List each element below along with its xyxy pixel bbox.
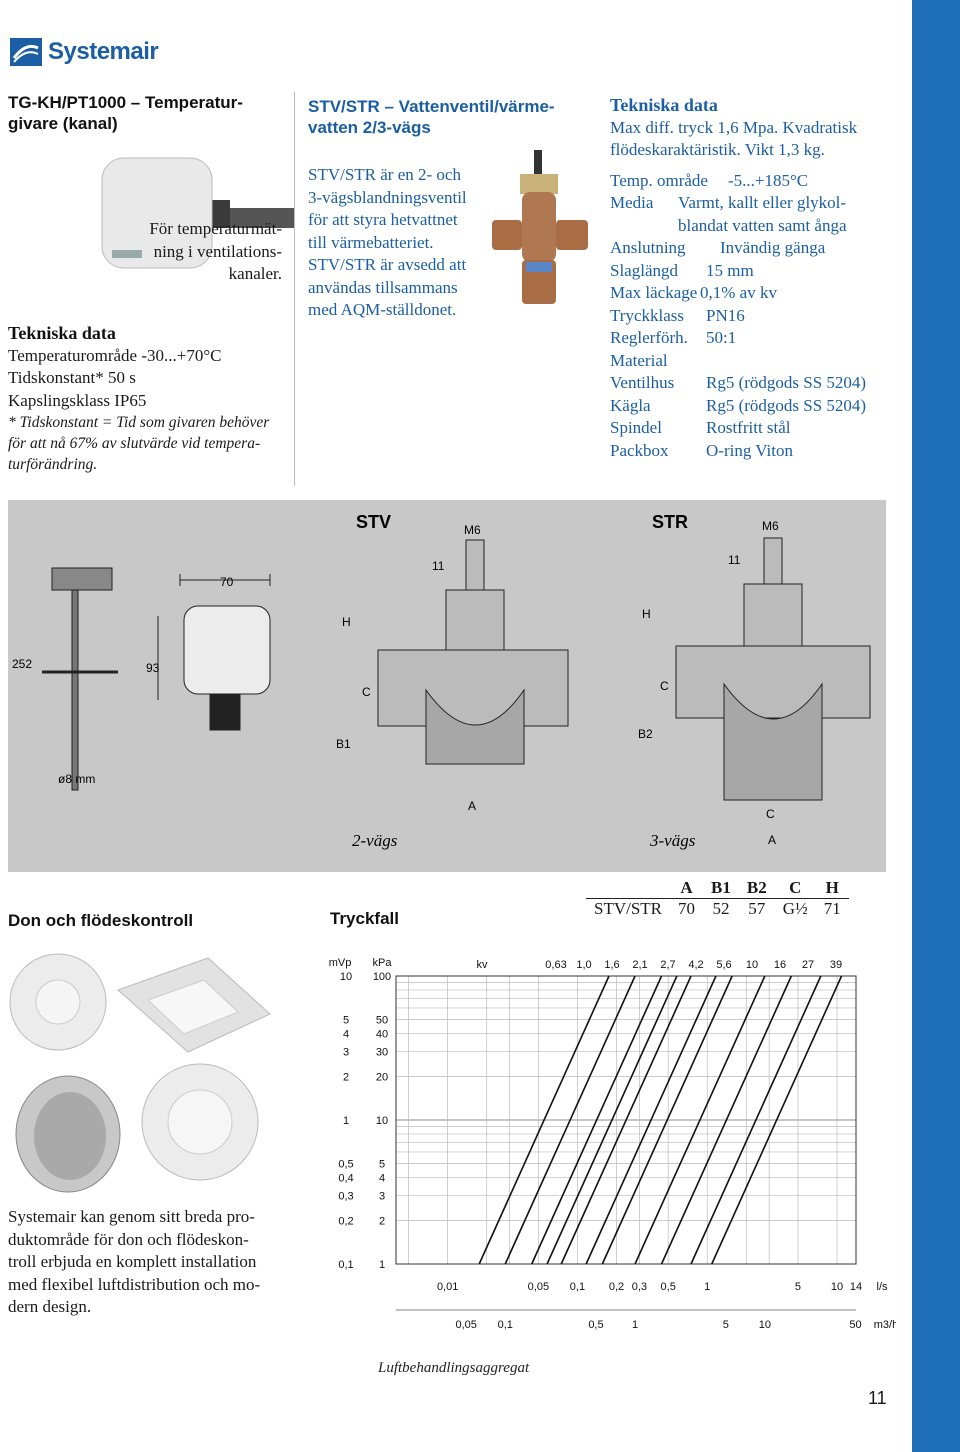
brand-logo: [8, 36, 158, 68]
y-tick-kpa: 100: [372, 971, 392, 983]
kv-tick: 39: [829, 959, 843, 971]
side-stripe: [912, 0, 960, 1452]
systemair-logo-icon: [8, 36, 44, 68]
sensor-caption: För temperaturmät- ning i ventilations- kanaler.: [149, 219, 282, 283]
stv-b1: B1: [336, 737, 351, 751]
y-tick-mvp: 0,3: [338, 1190, 354, 1203]
x-tick-m3h: 10: [758, 1319, 771, 1331]
y-unit-mvp: mVp: [328, 957, 352, 969]
y-tick-mvp: 4: [342, 1028, 350, 1041]
x-tick-ls: 0,2: [608, 1281, 625, 1293]
page-number: 11: [868, 1388, 887, 1408]
y-tick-kpa: 10: [375, 1115, 389, 1127]
x-tick-ls: 0,5: [660, 1281, 676, 1293]
valve-photo: [492, 150, 588, 310]
str-b2: B2: [638, 727, 653, 741]
valve-description: STV/STR är en 2- och 3-vägsblandningsventil för att styra hetvattnet till värmebatteriet. STV/STR är avsedd att användas tillsammans med AQM-ställdonet.: [308, 165, 467, 319]
y-tick-mvp: 1: [342, 1115, 350, 1127]
dims-header: A: [680, 878, 693, 897]
x-tick-m3h: 1: [631, 1319, 639, 1331]
kv-tick: 1,0: [576, 959, 592, 971]
x-tick-ls: 0,1: [569, 1281, 586, 1293]
str-valve-drawing: [676, 538, 870, 800]
y-tick-kpa: 3: [378, 1190, 386, 1203]
kv-tick: 5,6: [716, 959, 732, 971]
stv-c: C: [362, 685, 371, 699]
str-c2: C: [766, 807, 775, 821]
y-tick-mvp: 3: [342, 1046, 350, 1059]
x-unit-m3h: m3/h: [873, 1319, 896, 1331]
dimensions-table-wrap: [586, 878, 849, 919]
y-tick-kpa: 1: [378, 1259, 386, 1271]
sensor-title: TG-KH/PT1000 – Temperatur- givare (kanal): [8, 93, 243, 133]
y-tick-mvp: 0,5: [338, 1158, 354, 1171]
y-tick-kpa: 50: [375, 1014, 389, 1027]
dim-70: 70: [220, 575, 234, 589]
y-tick-kpa: 20: [375, 1071, 389, 1084]
kv-tick: 1,6: [604, 959, 620, 971]
stv-valve-drawing: [378, 540, 568, 764]
x-tick-ls: 0,01: [436, 1281, 459, 1293]
pressure-drop-chart: [296, 944, 896, 1344]
diffuser-heading: Don och flödeskontroll: [8, 911, 194, 930]
dims-header: B2: [746, 878, 767, 897]
x-tick-ls: 0,05: [527, 1281, 550, 1293]
column-divider: [294, 92, 295, 486]
str-label: STR: [652, 512, 688, 532]
kv-tick: 2,7: [660, 959, 676, 971]
y-tick-mvp: 0,2: [338, 1215, 354, 1228]
str-a: A: [768, 833, 777, 847]
diffuser-photos: [8, 944, 278, 1194]
sensor-tech-data: Tekniska data Temperaturområde -30...+70°C Tidskonstant* 50 s Kapslingsklass IP65 * Tidskonstant = Tid som givaren behöver för att nå 67% av slutvärde vid tempera- turförändring.: [8, 322, 292, 475]
y-tick-kpa: 5: [378, 1158, 386, 1171]
kv-tick: 4,2: [688, 959, 704, 971]
pressure-drop-heading: Tryckfall: [330, 909, 399, 928]
sensor-dimensions: [42, 568, 270, 790]
kv-tick: 2,1: [632, 959, 648, 971]
x-tick-m3h: 0,1: [497, 1319, 513, 1331]
valve-tech-data: Tekniska data Max diff. tryck 1,6 Mpa. Kvadratisk flödeskaraktäristik. Vikt 1,3 kg. Temp. område -5...+185°C Media Varmt, kallt eller glykol- blandat vatten samt ånga Anslutning Invändig gänga Slaglängd 15 mm Max läckage 0,1% av kv Tryckklass PN16 Reglerförh. 50:1 Material Ventilhus Rg5 (rödgods SS 5204) Kägla Rg5 (rödgods SS 5204) Spindel Rostfritt stål Packbox O-ring Viton: [610, 94, 910, 462]
dim-d8: ø8 mm: [58, 772, 96, 786]
dims-header: C: [789, 878, 802, 897]
footer-text: Luftbehandlingsaggregat: [378, 1360, 530, 1376]
dim-252: 252: [12, 657, 33, 671]
x-tick-ls: 10: [830, 1281, 844, 1293]
y-tick-mvp: 10: [339, 971, 353, 983]
stv-a: A: [468, 799, 477, 813]
diffuser-text: Systemair kan genom sitt breda pro- duktområde för don och flödeskon- troll erbjuda en komplett installation med flexibel luftdistribution och mo- dern design.: [8, 1207, 261, 1316]
x-tick-m3h: 5: [722, 1319, 729, 1331]
x-unit-ls: l/s: [876, 1281, 888, 1293]
y-unit-kpa: kPa: [372, 957, 392, 969]
stv-caption: 2-vägs: [352, 831, 398, 850]
dims-header: [586, 878, 670, 899]
x-tick-m3h: 0,05: [455, 1319, 477, 1331]
kv-tick: 16: [773, 959, 787, 971]
y-tick-kpa: 30: [375, 1046, 389, 1059]
y-tick-mvp: 0,1: [338, 1259, 354, 1271]
x-tick-ls: 14: [849, 1281, 863, 1293]
x-tick-ls: 1: [704, 1281, 711, 1293]
x-tick-m3h: 0,5: [588, 1319, 604, 1331]
dimensions-table: [586, 878, 849, 919]
kv-label: kv: [476, 959, 488, 971]
dim-93: 93: [146, 661, 160, 675]
sensor-tech-heading: Tekniska data: [8, 323, 116, 343]
str-11: 11: [728, 553, 741, 567]
y-tick-mvp: 2: [342, 1071, 350, 1084]
stv-11: 11: [432, 559, 445, 573]
dims-header: H: [825, 878, 839, 897]
kv-tick: 27: [801, 959, 815, 971]
str-m6: M6: [762, 519, 779, 533]
stv-label: STV: [356, 512, 392, 532]
dimension-drawing: [8, 500, 886, 872]
y-tick-mvp: 0,4: [338, 1172, 354, 1185]
x-tick-ls: 0,3: [631, 1281, 648, 1293]
brand-name: Systemair: [48, 38, 159, 65]
str-h: H: [642, 607, 651, 621]
x-tick-m3h: 50: [849, 1319, 862, 1331]
y-tick-kpa: 4: [378, 1172, 386, 1185]
dims-header: B1: [711, 878, 731, 897]
stv-h: H: [342, 615, 351, 629]
valve-tech-heading: Tekniska data: [610, 95, 718, 115]
str-c: C: [660, 679, 669, 693]
str-caption: 3-vägs: [650, 831, 696, 850]
sensor-section: [8, 92, 288, 134]
y-tick-kpa: 2: [378, 1215, 386, 1228]
kv-tick: 10: [745, 959, 759, 971]
valve-title: STV/STR – Vattenventil/värme- vatten 2/3-vägs: [308, 97, 555, 137]
table-row: STV/STR 70 52 57 G½ 71: [594, 899, 841, 918]
spec-list: Temp. område -5...+185°C Media Varmt, kallt eller glykol- blandat vatten samt ånga Anslutning Invändig gänga Slaglängd 15 mm Max läckage 0,1% av kv Tryckklass PN16 Reglerförh. 50:1 Material Ventilhus Rg5 (rödgods SS 5204) Kägla Rg5 (rödgods SS 5204) Spindel Rostfritt stål Packbox O-ring Viton: [610, 170, 867, 460]
stv-m6: M6: [464, 523, 481, 537]
kv-tick: 0,63: [545, 959, 567, 971]
x-tick-ls: 5: [794, 1281, 802, 1293]
y-tick-mvp: 5: [342, 1014, 350, 1027]
y-tick-kpa: 40: [375, 1028, 389, 1041]
